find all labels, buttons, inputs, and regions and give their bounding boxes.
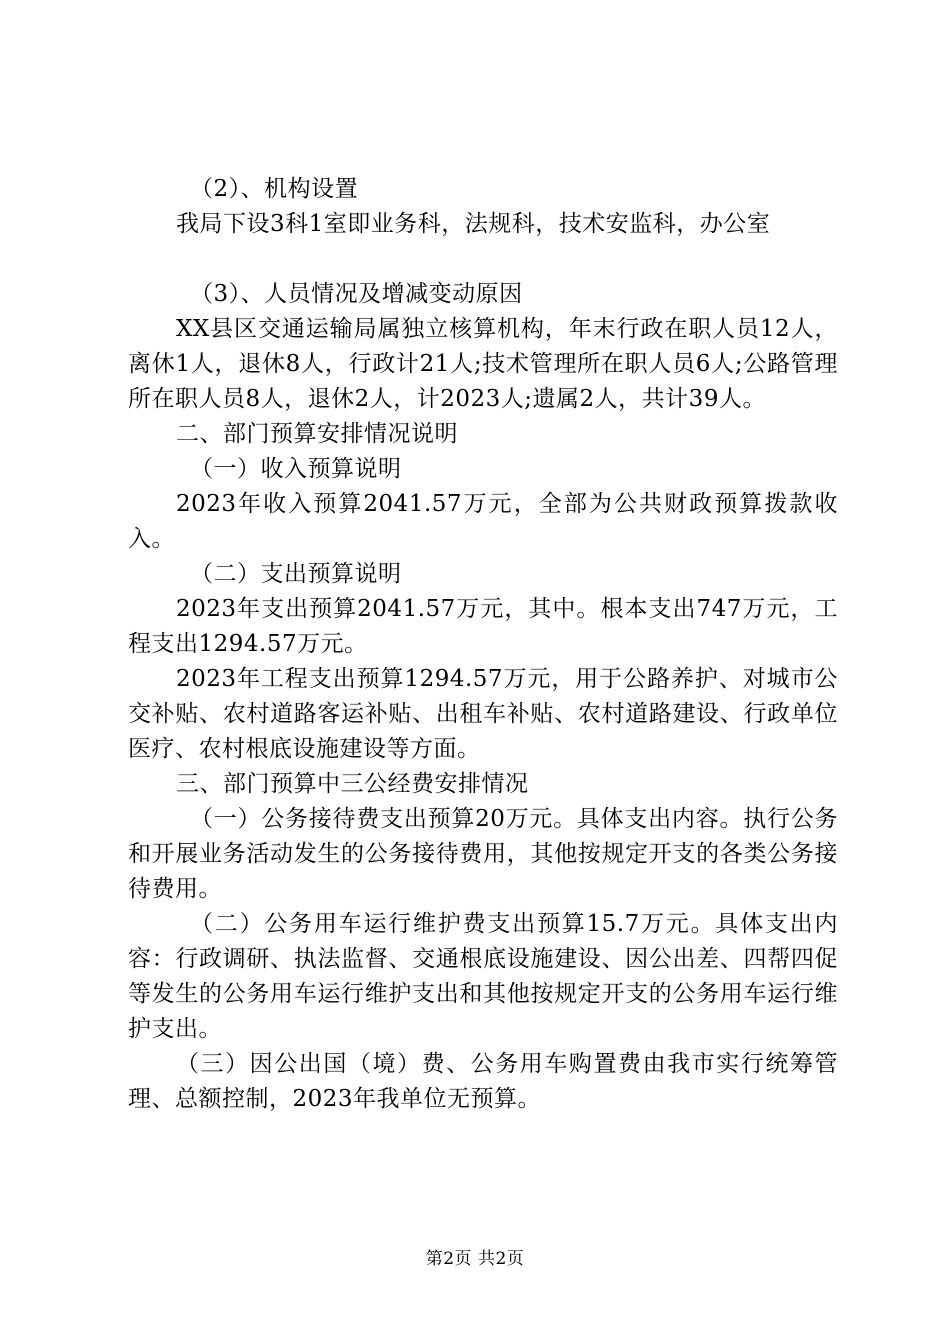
section-heading-organization: （2）、机构设置 [190,176,359,202]
paragraph-overseas-and-vehicle-purchase: （三）因公出国（境）费、公务用车购置费由我市实行统筹管理、总额控制，2023年我单位无预算。 [128,1051,838,1112]
paragraph-organization: 我局下设3科1室即业务科，法规科，技术安监科，办公室 [176,211,771,237]
paragraph-expenditure-budget: 2023年支出预算2041.57万元，其中。根本支出747万元，工程支出1294.57万元。 [128,596,838,657]
section-heading-three-public-expenses: 三、部门预算中三公经费安排情况 [176,771,529,797]
paragraph-personnel: XX县区交通运输局属独立核算机构，年末行政在职人员12人，离休1人，退休8人，行政计21人;技术管理所在职人员6人;公路管理所在职人员8人，退休2人，计2023人;遗属2人，共计39人。 [128,316,838,412]
page-number-footer: 第2页 共2页 [425,1249,525,1269]
document-body [128,172,838,1117]
paragraph-reception-expenses: （一）公务接待费支出预算20万元。具体支出内容。执行公务和开展业务活动发生的公务接待费用，其他按规定开支的各类公务接待费用。 [128,806,838,902]
subheading-income-budget: （一）收入预算说明 [190,456,402,482]
paragraph-income-budget: 2023年收入预算2041.57万元，全部为公共财政预算拨款收入。 [128,491,838,552]
section-heading-budget-arrangement: 二、部门预算安排情况说明 [176,421,458,447]
section-heading-personnel: （3）、人员情况及增减变动原因 [190,281,523,307]
paragraph-vehicle-maintenance: （二）公务用车运行维护费支出预算15.7万元。具体支出内容：行政调研、执法监督、交通根底设施建设、因公出差、四帮四促等发生的公务用车运行维护支出和其他按规定开支的公务用车运行维护支出。 [128,911,838,1042]
subheading-expenditure-budget: （二）支出预算说明 [190,561,402,587]
paragraph-project-expenditure: 2023年工程支出预算1294.57万元，用于公路养护、对城市公交补贴、农村道路客运补贴、出租车补贴、农村道路建设、行政单位医疗、农村根底设施建设等方面。 [128,666,838,762]
